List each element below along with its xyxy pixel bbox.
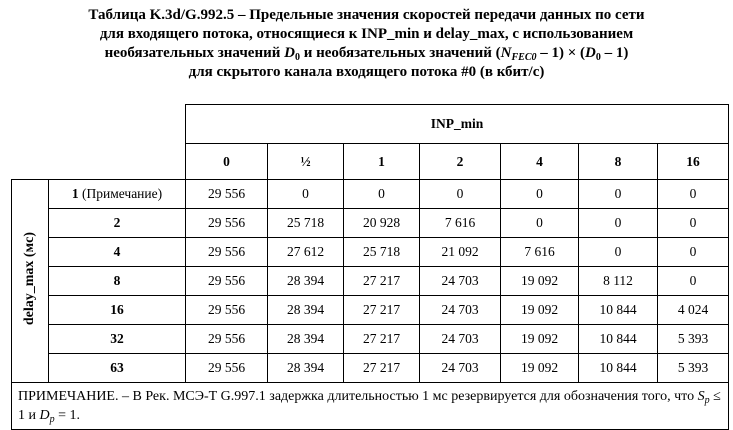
note-text: ПРИМЕЧАНИЕ. – В Рек. МСЭ-Т G.997.1 задержка длительностью 1 мс резервируется для обозначения того, что	[18, 389, 698, 404]
note-text: = 1.	[54, 408, 81, 423]
table-cell: 4 024	[658, 296, 729, 325]
table-cell: 27 217	[344, 354, 420, 383]
caption-text: – 1)	[600, 45, 629, 61]
caption-var-d: D	[585, 45, 596, 61]
inp-min-header: INP_min	[186, 105, 729, 144]
table-cell: 21 092	[420, 238, 501, 267]
table-cell: 0	[658, 180, 729, 209]
table-cell: 28 394	[268, 267, 344, 296]
table-cell: 28 394	[268, 296, 344, 325]
table-cell: 5 393	[658, 354, 729, 383]
table-cell: 24 703	[420, 325, 501, 354]
column-header: ½	[268, 144, 344, 180]
table-cell: 24 703	[420, 354, 501, 383]
table-cell: 29 556	[186, 354, 268, 383]
row-label: 16	[49, 296, 186, 325]
note-var-s: S	[697, 389, 705, 404]
table-row	[12, 325, 729, 354]
caption-var-n: N	[500, 45, 512, 61]
caption-line-4: для скрытого канала входящего потока #0 (в кбит/с)	[188, 64, 545, 80]
column-header: 0	[186, 144, 268, 180]
table-cell: 28 394	[268, 325, 344, 354]
table-cell: 27 217	[344, 325, 420, 354]
data-table	[11, 104, 729, 430]
table-row	[12, 238, 729, 267]
table-cell: 0	[579, 238, 658, 267]
row-label-suffix: (Примечание)	[78, 186, 163, 201]
table-row	[12, 267, 729, 296]
table-cell: 0	[579, 180, 658, 209]
column-header: 8	[579, 144, 658, 180]
table-cell: 0	[501, 180, 579, 209]
table-cell: 5 393	[658, 325, 729, 354]
table-cell: 0	[658, 267, 729, 296]
caption-text: – 1) × (	[536, 45, 586, 61]
table-cell: 29 556	[186, 267, 268, 296]
table-row	[12, 209, 729, 238]
table-cell: 0	[501, 209, 579, 238]
table-cell: 19 092	[501, 296, 579, 325]
table-cell: 19 092	[501, 267, 579, 296]
table-cell: 10 844	[579, 325, 658, 354]
caption-var-d: D	[284, 45, 295, 61]
table-cell: 10 844	[579, 354, 658, 383]
table-cell: 29 556	[186, 209, 268, 238]
caption-line-3	[0, 44, 733, 63]
corner-cell	[12, 144, 186, 180]
row-label: 8	[49, 267, 186, 296]
column-header: 16	[658, 144, 729, 180]
table-caption	[0, 6, 733, 82]
note-sub: p	[49, 414, 55, 425]
table-cell: 7 616	[501, 238, 579, 267]
table-cell: 19 092	[501, 354, 579, 383]
column-header: 4	[501, 144, 579, 180]
note-row	[12, 383, 729, 430]
table-cell: 28 394	[268, 354, 344, 383]
row-label: 2	[49, 209, 186, 238]
caption-sub: 0	[595, 52, 601, 63]
caption-text: и необязательных значений (	[299, 45, 501, 61]
table-cell: 19 092	[501, 325, 579, 354]
note-sub: p	[704, 395, 710, 406]
table-cell: 24 703	[420, 267, 501, 296]
table-cell: 27 612	[268, 238, 344, 267]
column-header: 1	[344, 144, 420, 180]
table-row	[12, 180, 729, 209]
table-row	[12, 296, 729, 325]
table-row	[12, 354, 729, 383]
table-cell: 29 556	[186, 238, 268, 267]
table-cell: 0	[420, 180, 501, 209]
table-cell: 24 703	[420, 296, 501, 325]
row-axis-label-cell	[12, 180, 49, 383]
table-cell: 29 556	[186, 180, 268, 209]
row-label-number: 1	[71, 186, 79, 201]
table-note	[12, 383, 729, 430]
table-cell: 29 556	[186, 296, 268, 325]
table-cell: 0	[344, 180, 420, 209]
note-var-d: D	[39, 408, 50, 423]
note-text: ≤ 1 и	[18, 389, 721, 423]
row-label: 4	[49, 238, 186, 267]
caption-sub: FEC0	[511, 52, 537, 63]
caption-sub: 0	[294, 52, 300, 63]
corner-cell	[12, 105, 186, 144]
table-cell: 0	[658, 238, 729, 267]
table-cell: 27 217	[344, 296, 420, 325]
caption-text: необязательных значений	[104, 45, 285, 61]
column-header: 2	[420, 144, 501, 180]
caption-line-1: Таблица K.3d/G.992.5 – Предельные значения скоростей передачи данных по сети	[88, 7, 645, 23]
caption-line-2: для входящего потока, относящиеся к INP_min и delay_max, с использованием	[99, 26, 634, 42]
table-cell: 29 556	[186, 325, 268, 354]
table-cell: 8 112	[579, 267, 658, 296]
row-label: 32	[49, 325, 186, 354]
table-cell: 25 718	[344, 238, 420, 267]
row-label	[49, 180, 186, 209]
table-cell: 10 844	[579, 296, 658, 325]
table-cell: 0	[579, 209, 658, 238]
table-cell: 20 928	[344, 209, 420, 238]
table-cell: 7 616	[420, 209, 501, 238]
row-label: 63	[49, 354, 186, 383]
table-cell: 0	[658, 209, 729, 238]
row-axis-label: delay_max (мс)	[22, 232, 37, 326]
table-cell: 0	[268, 180, 344, 209]
table-cell: 25 718	[268, 209, 344, 238]
table-cell: 27 217	[344, 267, 420, 296]
